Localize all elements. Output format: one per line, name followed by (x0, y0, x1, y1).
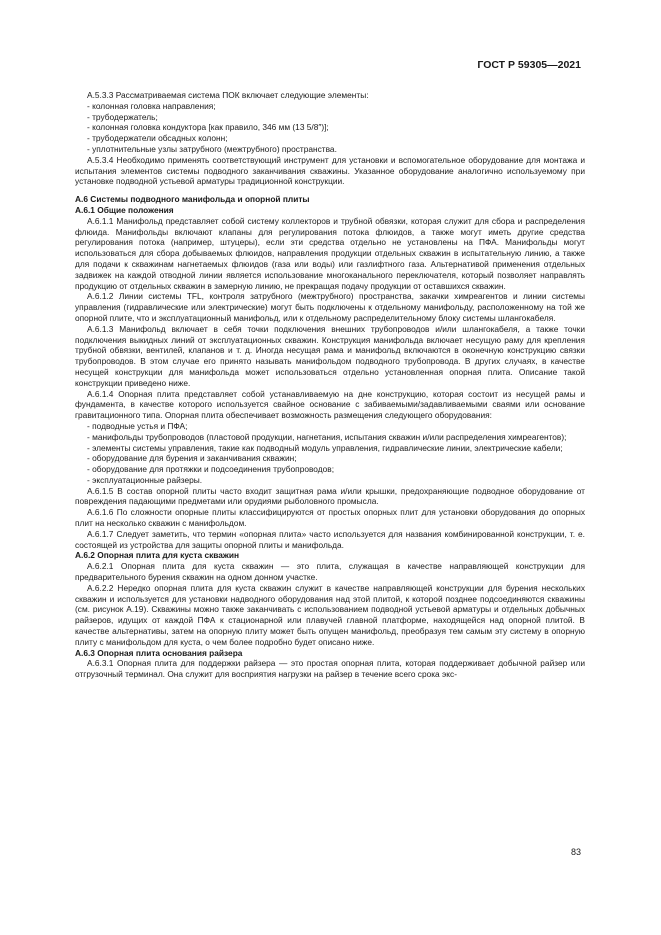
list-item: - манифольды трубопроводов (пластовой продукции, нагнетания, испытания скважин и/или распределения химреагентов); (87, 431, 567, 442)
subsection-heading: А.6.3 Опорная плита основания райзера (75, 647, 243, 658)
paragraph: А.6.1.2 Линии системы TFL, контроля затрубного (межтрубного) пространства, закачки химреагентов и линии системы управления (гидравлические или электрические) могут быть подключены к отдельному манифольду, расположенному на той же опорной плите, что и эксплуатационный манифольд, или к отдельному распределительному блоку системы шлангокабеля. (75, 291, 585, 323)
paragraph: А.6.1.5 В состав опорной плиты часто входит защитная рама и/или крышки, предохраняющие подводное оборудование от повреждения падающими предметами или орудиями рыболовного промысла. (75, 485, 585, 507)
paragraph: А.6.1.1 Манифольд представляет собой систему коллекторов и трубной обвязки, которая служит для сбора и распределения флюида. Манифольды включают клапаны для регулирования потока флюидов, а также могут иметь другие средства регулирования потока (например, штуцеры), если эти средства отдельно не установлены на ПФА. Манифольды могут использоваться для сбора добываемых флюидов, направления продукции отдельных скважин в испытательную линию, а также для подачи к скважинам нагнетаемых флюидов (газа или воды) или газлифтного газа. Альтернативой применения отдельных задвижек на каждой отводной линии является использование многоканального переключателя, который позволяет направлять продукцию от отдельных скважин в замерную линию, не прекращая подачу продукции от оставшихся скважин. (75, 215, 585, 291)
paragraph: А.6.2.2 Нередко опорная плита для куста скважин служит в качестве направляющей конструкции для бурения нескольких скважин и используется для установки надводного оборудования над этой плитой, к которой позднее подсоединяются скважины (см. рисунок А.19). Скважины можно также заканчивать с использованием подводной устьевой арматуры и отдельных добычных райзеров, идущих от каждой ПФА к стационарной или плавучей главной платформе, находящейся над опорной плитой. В качестве альтернативы, затем на опорную плиту может быть опущен манифольд, преобразуя тем самым эту систему в опорную плиту с манифольдом для куста, о чем более подробно будет описано ниже. (75, 582, 585, 647)
list-item: - трубодержатели обсадных колонн; (87, 133, 228, 144)
paragraph: А.6.1.6 По сложности опорные плиты классифицируются от простых опорных плит для установки оборудования до опорных плит на несколько скважин с манифольдом. (75, 507, 585, 529)
paragraph: А.6.1.3 Манифольд включает в себя точки подключения внешних трубопроводов и/или шлангокабеля, а также точки подключения выкидных линий от эксплуатационных скважин. Конструкция манифольда включает несущую раму для крепления трубной обвязки, вентилей, клапанов и т. д. Иногда несущая рама и манифольд включаются в оконечную конструкцию связки трубопроводов. В этом случае его принято называть манифольдом подводного трубопровода. В других случаях, в качестве несущей конструкции для манифольда может использоваться отдельно установленная опорная плита. Описание такой конструкции приведено ниже. (75, 323, 585, 388)
paragraph: А.5.3.4 Необходимо применять соответствующий инструмент для установки и вспомогательное оборудование для монтажа и испытания элементов системы подводного заканчивания скважины. Указанное оборудование аналогично используемому при установке подводной устьевой арматуры традиционной конструкции. (75, 154, 585, 187)
paragraph: А.6.1.4 Опорная плита представляет собой устанавливаемую на дне конструкцию, которая состоит из несущей рамы и фундамента, в качестве которого используется свайное основание с забиваемыми/задавливаемыми сваями или основание гравитационного типа. Опорная плита обеспечивает возможность размещения следующего оборудования: (75, 388, 585, 421)
document-body (75, 90, 585, 680)
list-item: - оборудование для протяжки и подсоединения трубопроводов; (87, 464, 335, 475)
subsection-heading: А.6.1 Общие положения (75, 204, 174, 215)
paragraph: А.6.1.7 Следует заметить, что термин «опорная плита» часто используется для названия комбинированной конструкции, т. е. состоящей из устройства для защиты опорной плиты и манифольда. (75, 528, 585, 550)
paragraph: А.6.2.1 Опорная плита для куста скважин — это плита, служащая в качестве направляющей конструкции для предварительного бурения скважин на одном донном участке. (75, 561, 585, 583)
list-item: - оборудование для бурения и заканчивания скважин; (87, 453, 297, 464)
page-number: 83 (570, 847, 581, 857)
list-item: - уплотнительные узлы затрубного (межтрубного) пространства. (87, 143, 337, 154)
list-item: - эксплуатационные райзеры. (87, 474, 203, 485)
list-item: - элементы системы управления, такие как подводный модуль управления, гидравлические линии, электрические кабели; (87, 442, 563, 453)
document-header: ГОСТ Р 59305—2021 (477, 59, 581, 71)
list-item: - подводные устья и ПФА; (87, 420, 188, 431)
list-item: - колонная головка кондуктора [как правило, 346 мм (13 5/8″)]; (87, 122, 329, 133)
paragraph: А.5.3.3 Рассматриваемая система ПОК включает следующие элементы: (87, 90, 369, 100)
section-heading: А.6 Системы подводного манифольда и опорной плиты (75, 194, 310, 205)
list-item: - трубодержатель; (87, 111, 158, 122)
subsection-heading: А.6.2 Опорная плита для куста скважин (75, 550, 240, 561)
paragraph: А.6.3.1 Опорная плита для поддержки райзера — это простая опорная плита, которая поддерживает добычной райзер или отгрузочный терминал. Она служит для восприятия нагрузки на райзер в течение всего срока экс- (75, 658, 585, 680)
list-item: - колонная головка направления; (87, 100, 216, 111)
